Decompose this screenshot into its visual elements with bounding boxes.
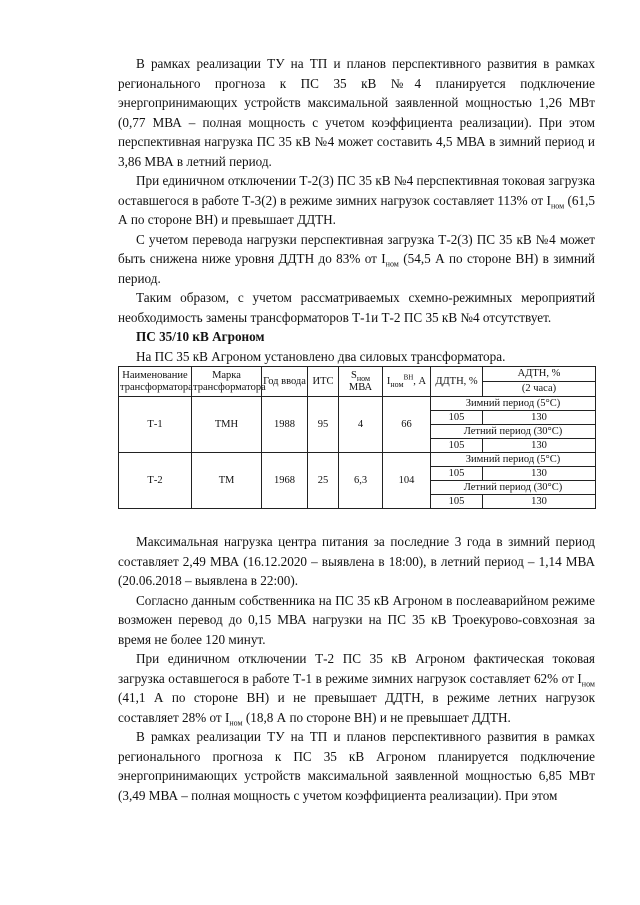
cell-season-winter: Зимний период (5°С): [431, 397, 596, 411]
cell-summer-adtn: 130: [483, 439, 596, 453]
header-name: Наименование трансформатора: [119, 367, 192, 397]
transformer-table: [118, 366, 596, 509]
paragraph-max-load: Максимальная нагрузка центра питания за последние 3 года в зимний период составляет 2,49 МВА (16.12.2020 – выявлена в 18:00), в летний период – 1,14 МВА (20.06.2018 – выявлена в 22:00).: [118, 534, 595, 588]
cell-summer-adtn: 130: [483, 495, 596, 509]
cell-season-summer: Летний период (30°С): [431, 481, 596, 495]
header-snom: $S_{ном}$ МВА: [339, 367, 383, 397]
header-adtn-duration: (2 часа): [483, 382, 596, 397]
cell-name: Т-2: [119, 453, 192, 509]
paragraph-owner-data: Согласно данным собственника на ПС 35 кВ Агроном в послеаварийном режиме возможен перевод до 0,15 МВА нагрузки на ПС 35 кВ Троекурово-совхозная за время не более 120 минут.: [118, 592, 595, 647]
cell-inom: 104: [383, 453, 431, 509]
paragraph-future-load-ps4: В рамках реализации ТУ на ТП и планов перспективного развития в рамках регионального прогноза к ПС 35 кВ №4 планируется подключение энергопринимающих устройств максимальной заявленной мощностью 1,26 МВт (0,77 МВА – полная мощность с учетом коэффициента реализации). При этом перспективная нагрузка ПС 35 кВ №4 может составить 4,5 МВА в зимний период и 3,86 МВА в летний период.: [118, 56, 595, 169]
cell-inom: 66: [383, 397, 431, 453]
cell-snom: 4: [339, 397, 383, 453]
cell-year: 1988: [262, 397, 308, 453]
paragraph-agronom-connection: В рамках реализации ТУ на ТП и планов перспективного развития в рамках регионального прогноза к ПС 35 кВ Агроном планируется подключение энергопринимающих устройств максимальной заявленной мощностью 6,85 МВт (3,49 МВА – полная мощность с учетом коэффициента реализации). При этом: [118, 729, 595, 803]
table-row: [119, 397, 596, 411]
cell-brand: ТМ: [192, 453, 262, 509]
cell-year: 1968: [262, 453, 308, 509]
cell-winter-ddtn: 105: [431, 467, 483, 481]
cell-snom: 6,3: [339, 453, 383, 509]
cell-season-summer: Летний период (30°С): [431, 425, 596, 439]
header-ddtn: ДДТН, %: [431, 367, 483, 397]
cell-summer-ddtn: 105: [431, 495, 483, 509]
cell-winter-adtn: 130: [483, 467, 596, 481]
header-year: Год ввода: [262, 367, 308, 397]
paragraph-agronom-outage: При единичном отключении Т-2 ПС 35 кВ Агроном фактическая токовая загрузка оставшегося в работе Т-1 в режиме зимних нагрузок составляет 62% от $I_{ном}$ (41,1 А по стороне ВН) и не превышает ДДТН, в режиме летних нагрузок составляет 28% от $I_{ном}$ (18,8 А по стороне ВН) и не превышает ДДТН.: [118, 651, 595, 728]
cell-its: 95: [308, 397, 339, 453]
paragraph-load-transfer: С учетом перевода нагрузки перспективная загрузка Т-2(3) ПС 35 кВ №4 может быть снижена ниже уровня ДДТН до 83% от $I_{ном}$ (54,5 А по стороне ВН) в зимний период.: [118, 231, 595, 286]
cell-summer-ddtn: 105: [431, 439, 483, 453]
section-heading: ПС 35/10 кВ Агроном: [136, 329, 265, 344]
cell-its: 25: [308, 453, 339, 509]
header-adtn: АДТН, %: [483, 367, 596, 382]
header-brand: Марка трансформатора: [192, 367, 262, 397]
cell-brand: ТМН: [192, 397, 262, 453]
cell-winter-adtn: 130: [483, 411, 596, 425]
cell-winter-ddtn: 105: [431, 411, 483, 425]
table-intro: На ПС 35 кВ Агроном установлено два силовых трансформатора.: [136, 348, 506, 364]
paragraph-t2-outage: При единичном отключении Т-2(3) ПС 35 кВ №4 перспективная токовая загрузка оставшегося в работе Т-3(2) в режиме зимних нагрузок составляет 113% от $I_{ном}$ (61,5 А по стороне ВН) и превышает ДДТН.: [118, 173, 595, 227]
cell-name: Т-1: [119, 397, 192, 453]
paragraph-conclusion-ps4: Таким образом, с учетом рассматриваемых схемно-режимных мероприятий необходимость замены трансформаторов Т-1и Т-2 ПС 35 кВ №4 отсутствует.: [118, 290, 595, 325]
document-page: [118, 54, 595, 805]
cell-season-winter: Зимний период (5°С): [431, 453, 596, 467]
header-its: ИТС: [308, 367, 339, 397]
table-row: [119, 453, 596, 467]
header-inom: $I_{ном}^{ВН}$, А: [383, 367, 431, 397]
